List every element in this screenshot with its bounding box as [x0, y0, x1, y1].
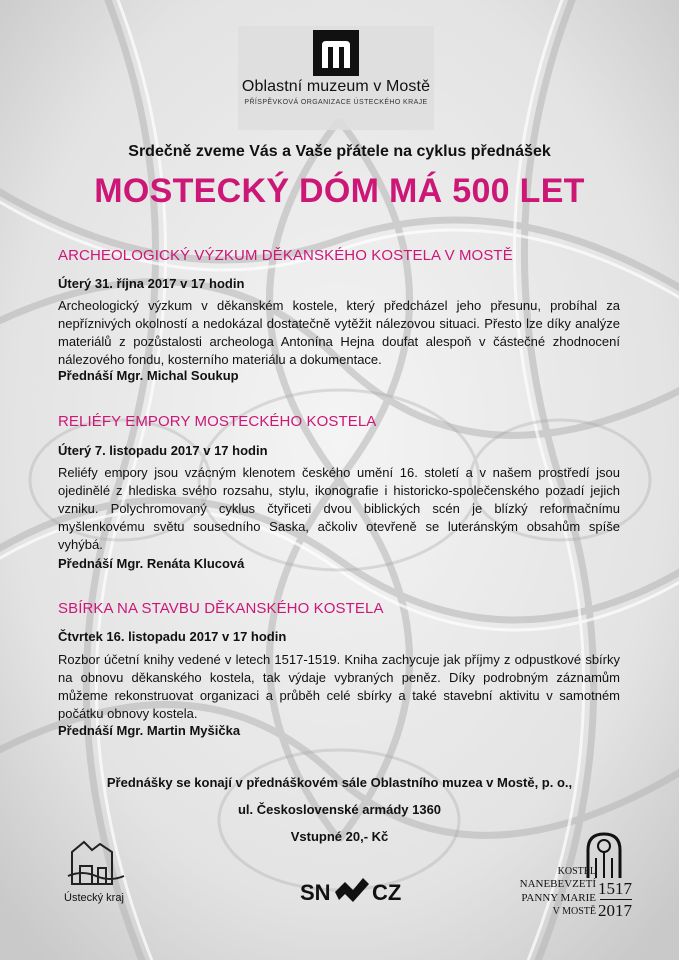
lecture-1-speaker: Přednáší Mgr. Michal Soukup	[58, 368, 239, 383]
lecture-2-description: Reliéfy empory jsou vzácným klenotem českého umění 16. století a v našem prostředí jsou ojedinělé z hlediska svého rozsahu, stylu, ikonografie i historicko-společenského pozadí jejich vzniku. Polychromovaný cyklus čtyřiceti dvou biblických scén je blízký reformačnímu myšlenkovému světu sousedního Saska, ačkoliv otevřeně se luteránským obsahům spíše vyhýbá.	[58, 465, 620, 552]
church-year-end: 2017	[598, 901, 632, 920]
museum-subtitle: PŘÍSPĚVKOVÁ ORGANIZACE ÚSTECKÉHO KRAJE	[244, 99, 428, 106]
lecture-3-speaker: Přednáší Mgr. Martin Myšička	[58, 723, 241, 738]
ustecky-kraj-label: Ústecký kraj	[64, 892, 124, 904]
church-logo-line-1: KOSTEL	[557, 866, 596, 877]
lecture-2-title: RELIÉFY EMPORY MOSTECKÉHO KOSTELA	[58, 413, 377, 430]
address-line: ul. Československé armády 1360	[237, 802, 442, 817]
invitation-line: Srdečně zveme Vás a Vaše přátele na cyklus přednášek	[128, 143, 551, 160]
sncz-logo-left: SN	[300, 880, 331, 905]
lecture-1-title: ARCHEOLOGICKÝ VÝZKUM DĚKANSKÉHO KOSTELA V MOSTĚ	[58, 247, 513, 264]
lecture-3-description: Rozbor účetní knihy vedené v letech 1517-1519. Kniha zachycuje jak příjmy z odpustkové sbírky na obnovu děkanského kostela, tak výdaje vybraných peněz. Díky podrobným záznamům můžeme rekonstruovat organizaci a průběh celé sbírky a také stavební aktivitu v samotném počátku obnovy kostela.	[58, 652, 620, 721]
admission-line: Vstupné 20,- Kč	[290, 829, 389, 844]
church-year-start: 1517	[598, 879, 632, 898]
lecture-1-date: Úterý 31. října 2017 v 17 hodin	[58, 276, 245, 291]
lecture-3-title: SBÍRKA NA STAVBU DĚKANSKÉHO KOSTELA	[58, 600, 384, 617]
church-logo-line-3: PANNY MARIE	[521, 892, 596, 904]
church-logo-line-4: V MOSTĚ	[552, 906, 596, 917]
museum-logo-mark	[313, 30, 359, 76]
venue-line: Přednášky se konají v přednáškovém sále Oblastního muzea v Mostě, p. o.,	[106, 775, 573, 790]
lecture-2-speaker: Přednáší Mgr. Renáta Klucová	[58, 556, 245, 571]
church-logo-line-2: NANEBEVZETÍ	[519, 878, 596, 890]
ustecky-kraj-logo	[62, 838, 128, 888]
lecture-3-date: Čtvrtek 16. listopadu 2017 v 17 hodin	[58, 629, 287, 644]
sncz-logo-right: CZ	[372, 880, 402, 905]
museum-name: Oblastní muzeum v Mostě	[241, 78, 431, 95]
sncz-logo-mark	[333, 872, 371, 912]
lecture-1-description: Archeologický výzkum v děkanském kostele, který předcházel jeho přesunu, probíhal za nepříznivých okolností a nedokázal dostatečně vytěžit nálezovou situaci. Přesto lze díky analýze materiálů z pozůstalosti archeologa Antonína Hejna doufat alespoň v částečné zhodnocení nálezového fondu, kosterního materiálu a dokumentace.	[58, 298, 620, 367]
church-year-divider	[600, 899, 632, 900]
lecture-2-date: Úterý 7. listopadu 2017 v 17 hodin	[58, 443, 268, 458]
main-title: MOSTECKÝ DÓM MÁ 500 LET	[94, 172, 585, 210]
